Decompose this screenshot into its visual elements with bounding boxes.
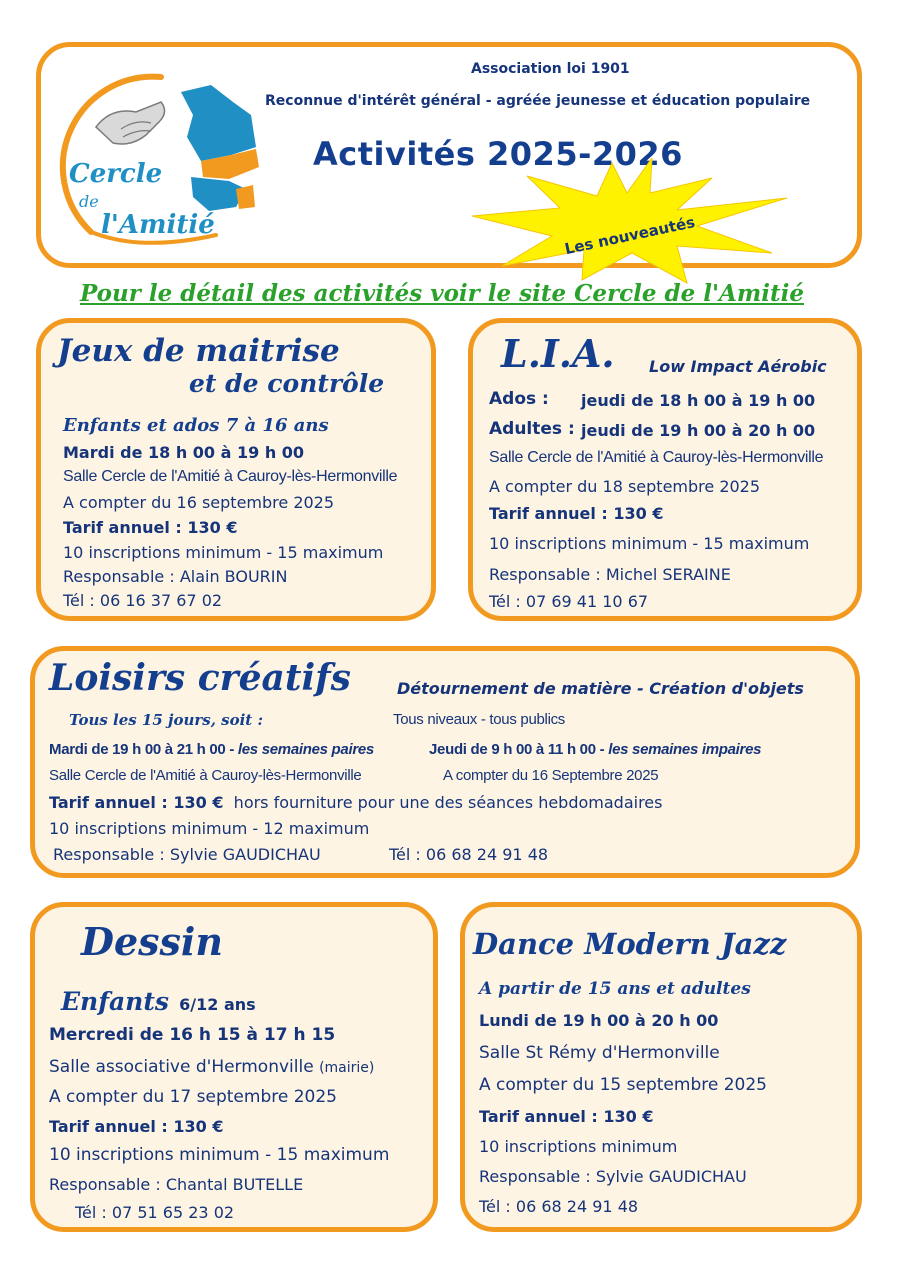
- phone: Tél : 07 51 65 23 02: [75, 1203, 235, 1222]
- schedule: Lundi de 19 h 00 à 20 h 00: [479, 1011, 719, 1030]
- fee: Tarif annuel : 130 €: [479, 1107, 654, 1126]
- registrations: 10 inscriptions minimum - 12 maximum: [49, 819, 370, 838]
- fee: Tarif annuel : 130 €: [63, 518, 238, 537]
- adultes-time: jeudi de 19 h 00 à 20 h 00: [581, 421, 816, 440]
- adultes-label: Adultes :: [489, 419, 575, 439]
- registrations: 10 inscriptions minimum - 15 maximum: [63, 543, 384, 562]
- audience: Enfants et ados 7 à 16 ans: [63, 415, 329, 436]
- tuesday-weeks: les semaines paires: [237, 741, 374, 758]
- schedule: Mercredi de 16 h 15 à 17 h 15: [49, 1025, 336, 1045]
- page-title: Activités 2025-2026: [313, 135, 683, 173]
- recognition-text: Reconnue d'intérêt général - agréée jeunesse et éducation populaire: [265, 93, 811, 109]
- start-date: A compter du 16 septembre 2025: [63, 493, 335, 512]
- manager: Responsable : Sylvie GAUDICHAU: [53, 845, 321, 864]
- card-lia: [468, 318, 862, 621]
- start-date: A compter du 15 septembre 2025: [479, 1075, 767, 1095]
- nouveautes-starburst: [472, 158, 792, 288]
- place: Salle St Rémy d'Hermonville: [479, 1043, 720, 1063]
- registrations: 10 inscriptions minimum: [479, 1137, 678, 1156]
- badge-text: Les nouveautés: [563, 213, 697, 259]
- ados-label: Ados :: [489, 389, 549, 409]
- registrations: 10 inscriptions minimum - 15 maximum: [489, 534, 810, 553]
- card-dessin: [30, 902, 438, 1232]
- card-title: L.I.A.: [501, 331, 615, 376]
- schedule: Mardi de 18 h 00 à 19 h 00: [63, 443, 305, 462]
- manager: Responsable : Alain BOURIN: [63, 567, 288, 586]
- audience: Enfants: [61, 987, 169, 1016]
- handshake-icon: [96, 102, 165, 144]
- phone: Tél : 06 16 37 67 02: [63, 591, 223, 610]
- audience: A partir de 15 ans et adultes: [479, 979, 751, 999]
- ages: 6/12 ans: [179, 995, 256, 1014]
- map-icon: [181, 85, 259, 211]
- thursday-weeks: les semaines impaires: [608, 741, 762, 758]
- fee-line: [49, 793, 662, 812]
- phone: Tél : 07 69 41 10 67: [489, 592, 649, 611]
- card-dance: [460, 902, 862, 1232]
- start-date: A compter du 17 septembre 2025: [49, 1087, 337, 1107]
- thursday-time: Jeudi de 9 h 00 à 11 h 00 -: [429, 741, 609, 758]
- start-date: A compter du 16 Septembre 2025: [443, 767, 659, 784]
- ados-time: jeudi de 18 h 00 à 19 h 00: [581, 391, 816, 410]
- logo-arc: [63, 77, 161, 232]
- manager: Responsable : Chantal BUTELLE: [49, 1175, 304, 1194]
- card-jeux: [36, 318, 436, 621]
- card-title-line1: Jeux de maitrise: [57, 333, 340, 369]
- registrations: 10 inscriptions minimum - 15 maximum: [49, 1145, 390, 1165]
- levels: Tous niveaux - tous publics: [393, 711, 565, 728]
- fee: Tarif annuel : 130 €: [49, 1117, 224, 1136]
- card-subtitle: Low Impact Aérobic: [649, 357, 827, 376]
- association-status: Association loi 1901: [471, 61, 630, 77]
- audience-line: [61, 987, 256, 1016]
- phone: Tél : 06 68 24 91 48: [479, 1197, 639, 1216]
- fee: Tarif annuel : 130 €: [489, 504, 664, 523]
- place-line: [49, 1057, 374, 1077]
- thursday-schedule: [429, 741, 761, 758]
- frequency: Tous les 15 jours, soit :: [69, 711, 263, 729]
- start-date: A compter du 18 septembre 2025: [489, 477, 761, 496]
- fee: Tarif annuel : 130 €: [49, 793, 224, 812]
- place: Salle Cercle de l'Amitié à Cauroy-lès-Hermonville: [489, 449, 824, 466]
- starburst-shape: [472, 158, 787, 283]
- manager: Responsable : Sylvie GAUDICHAU: [479, 1167, 747, 1186]
- card-loisirs: [30, 646, 860, 878]
- tuesday-schedule: [49, 741, 374, 758]
- card-subtitle: Détournement de matière - Création d'objets: [397, 679, 804, 698]
- logo-text-de: de: [79, 192, 99, 211]
- card-title: Dessin: [81, 919, 223, 964]
- place: Salle Cercle de l'Amitié à Cauroy-lès-Hermonville: [63, 468, 398, 485]
- place: Salle Cercle de l'Amitié à Cauroy-lès-Hermonville: [49, 767, 362, 784]
- site-link[interactable]: Pour le détail des activités voir le site Cercle de l'Amitié: [80, 280, 804, 307]
- place-note: (mairie): [319, 1060, 375, 1076]
- tuesday-time: Mardi de 19 h 00 à 21 h 00 -: [49, 741, 238, 758]
- cercle-amitie-logo: [51, 57, 271, 257]
- logo-text-amitie: l'Amitié: [101, 210, 215, 240]
- card-title-line2: et de contrôle: [189, 369, 385, 398]
- card-title: Dance Modern Jazz: [473, 927, 787, 961]
- place: Salle associative d'Hermonville: [49, 1057, 314, 1077]
- fee-note: hors fourniture pour une des séances hebdomadaires: [233, 793, 663, 812]
- logo-text-cercle: Cercle: [69, 159, 163, 189]
- manager: Responsable : Michel SERAINE: [489, 565, 731, 584]
- card-title: Loisirs créatifs: [49, 657, 351, 699]
- phone: Tél : 06 68 24 91 48: [389, 845, 549, 864]
